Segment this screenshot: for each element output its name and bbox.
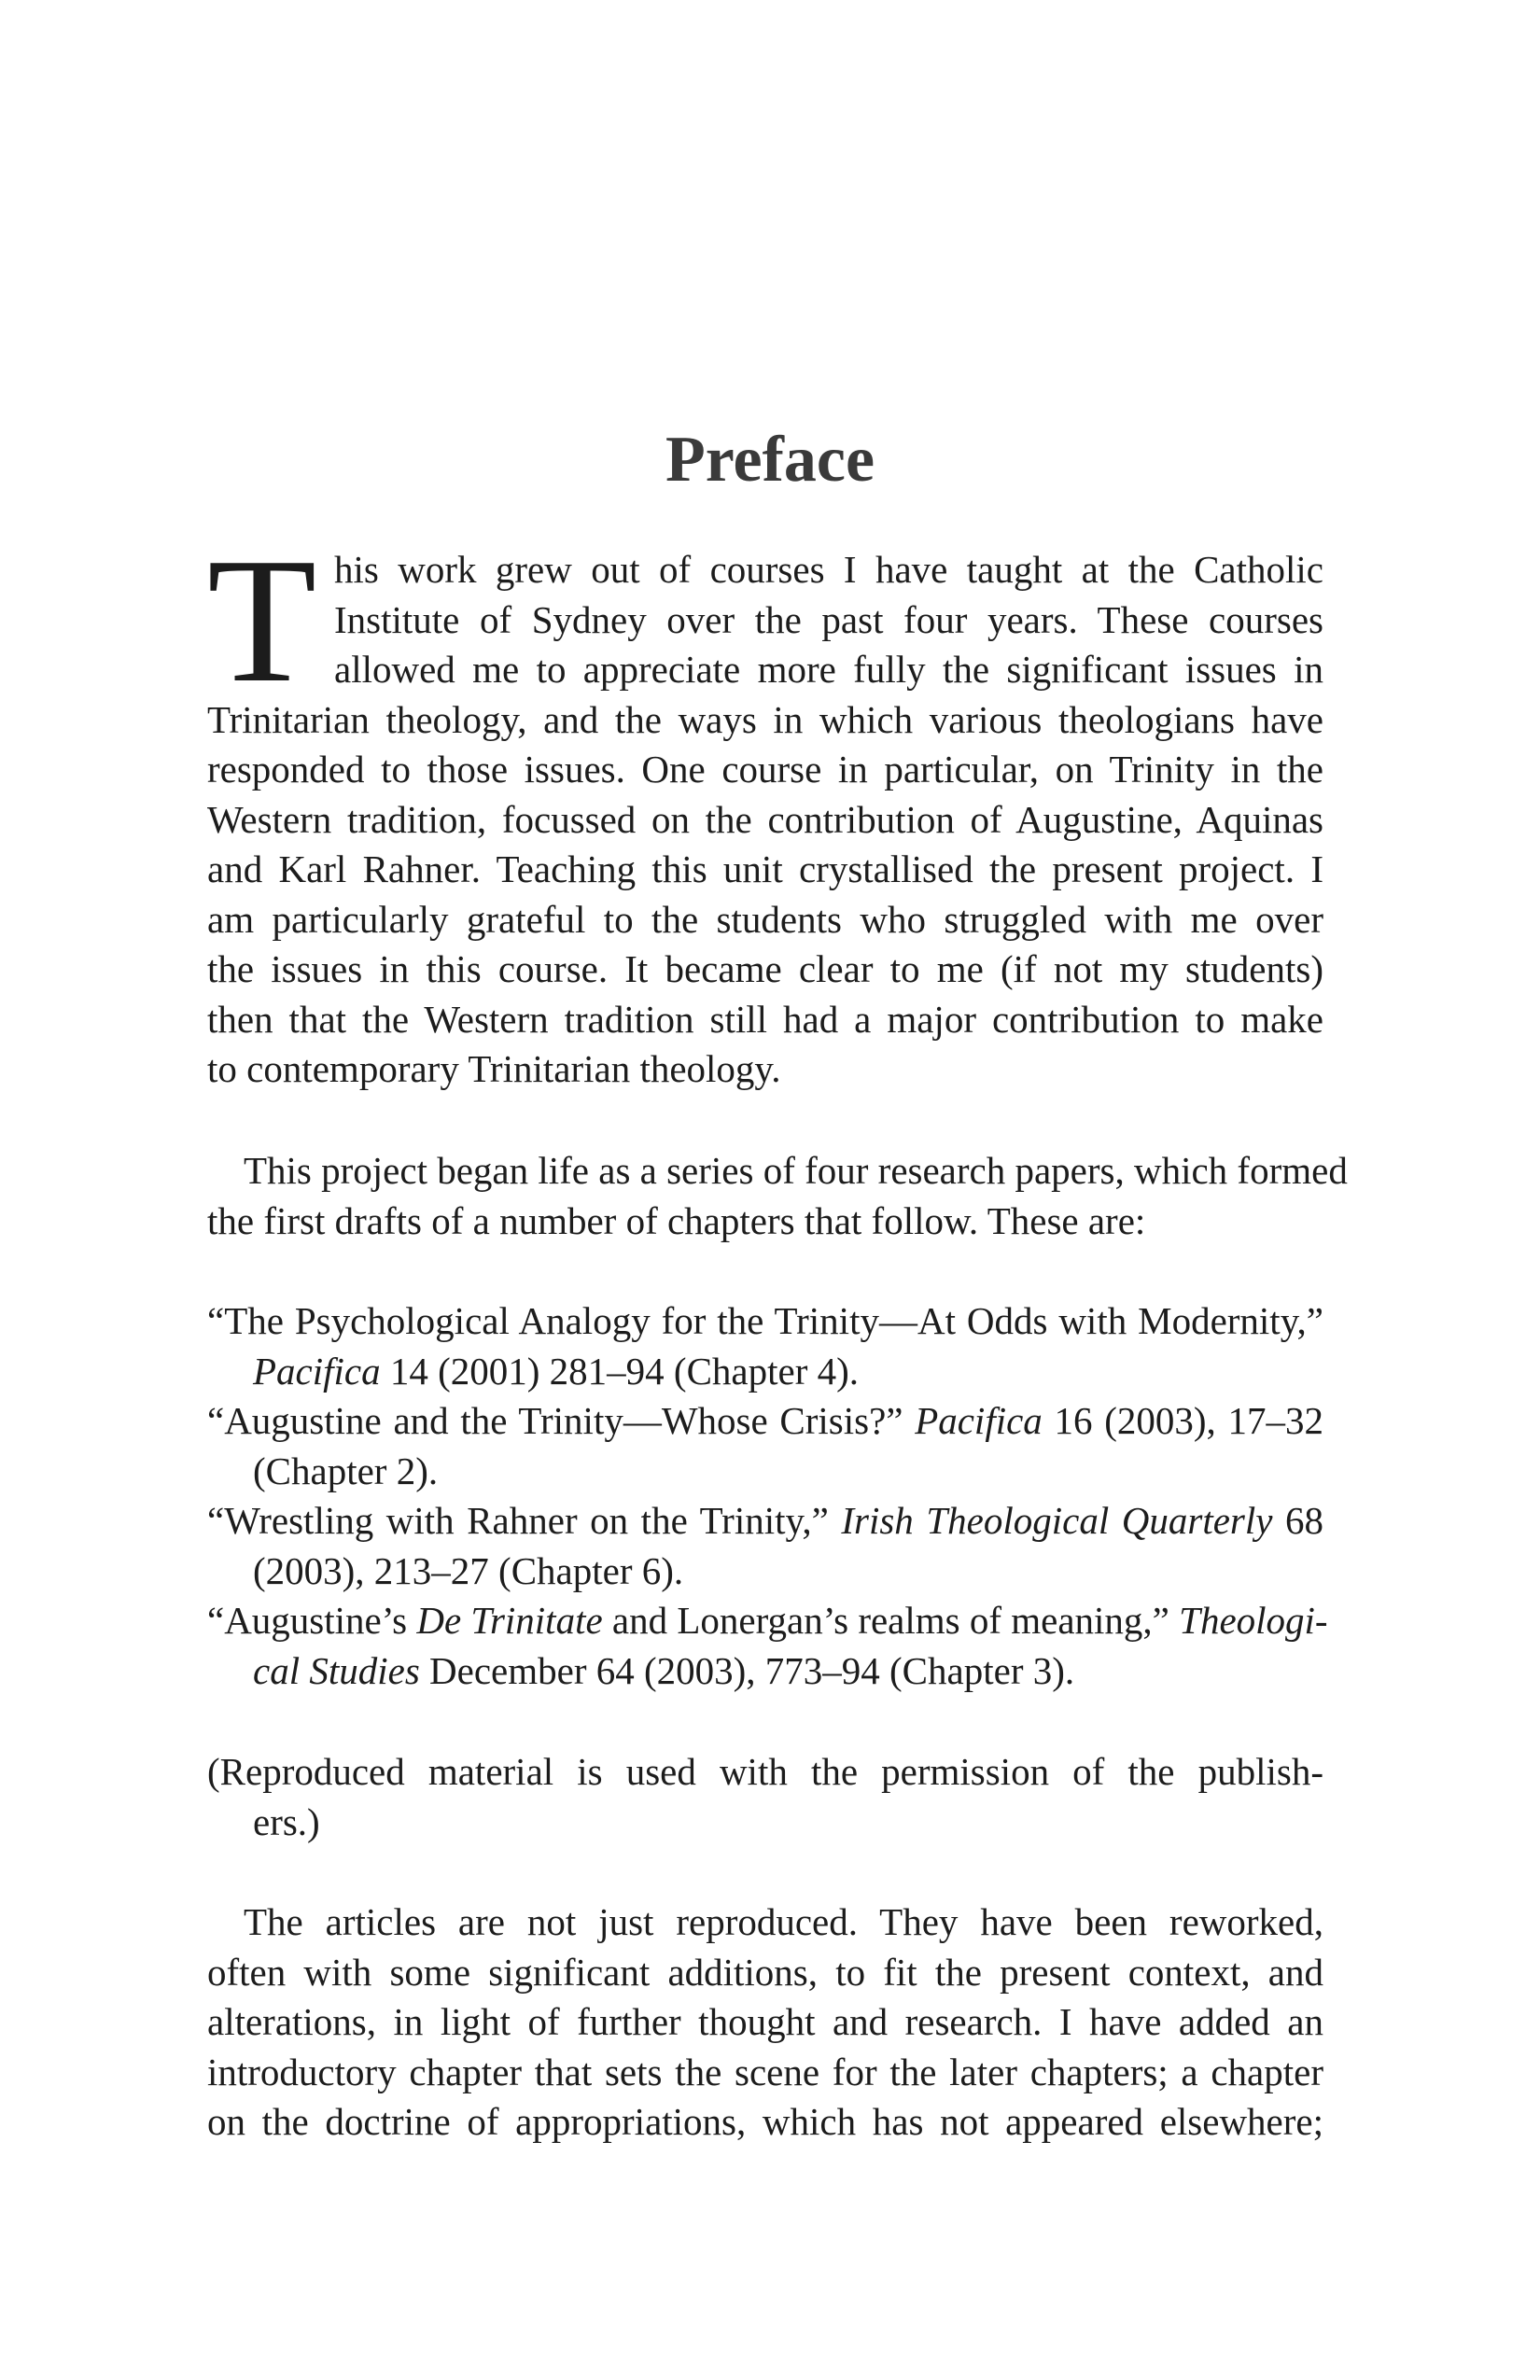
article-title: “Augustine and the Trinity—Whose Crisis?” [207, 1399, 916, 1442]
reference-line [207, 1496, 1323, 1547]
article-title: “Augustine’s [207, 1599, 417, 1642]
reference-line [207, 1596, 1328, 1646]
reference-item [207, 1296, 1323, 1396]
paragraph-project [207, 1146, 1348, 1246]
reference-detail: 14 (2001) 281–94 (Chapter 4). [380, 1349, 860, 1393]
text-line: (Reproduced material is used with the permission of the publish- [207, 1750, 1323, 1793]
reference-line [207, 1347, 1323, 1397]
reference-line [207, 1646, 1323, 1697]
reference-item [207, 1496, 1323, 1596]
journal-title: Pacifica [253, 1349, 381, 1393]
text-line: Institute of Sydney over the past four years. These courses [334, 597, 1323, 641]
reference-detail: December 64 (2003), 773–94 (Chapter 3). [419, 1648, 1075, 1692]
reference-line: (2003), 213–27 (Chapter 6). [253, 1548, 684, 1592]
text-line: often with some significant additions, to fit the present context, and [207, 1950, 1323, 1994]
text-line: then that the Western tradition still had a major contribution to make [207, 997, 1323, 1041]
text-line: responded to those issues. One course in particular, on Trinity in the [207, 748, 1323, 791]
text-line: Western tradition, focussed on the contribution of Augustine, Aquinas [207, 797, 1323, 841]
article-title: and Lonergan’s realms of meaning,” [602, 1599, 1180, 1642]
page-title: Preface [665, 424, 875, 496]
work-title: De Trinitate [416, 1599, 603, 1642]
text-line: alterations, in light of further thought and research. I have added an [207, 2000, 1323, 2043]
reference-detail: 16 (2003), 17–32 [1042, 1399, 1323, 1442]
drop-cap: T [207, 521, 317, 720]
reference-item [207, 1596, 1328, 1696]
text-line: the issues in this course. It became clear to me (if not my students) [207, 947, 1323, 990]
permission-note [207, 1747, 1323, 1847]
text-line: the first drafts of a number of chapters that follow. These are: [207, 1198, 1146, 1242]
reference-line: “The Psychological Analogy for the Trinity—At Odds with Modernity,” [207, 1299, 1323, 1342]
article-title: “Wrestling with Rahner on the Trinity,” [207, 1499, 842, 1542]
text-line: introductory chapter that sets the scene for the later chapters; a chapter [207, 2050, 1323, 2093]
journal-title: Irish Theological Quarterly [841, 1499, 1273, 1542]
text-line: This project began life as a series of four research papers, which formed [244, 1149, 1348, 1192]
reference-line: (Chapter 2). [253, 1449, 439, 1492]
reference-line [207, 1396, 1323, 1447]
text-line: and Karl Rahner. Teaching this unit crystallised the present project. I [207, 847, 1323, 890]
reference-item [207, 1396, 1323, 1496]
reference-detail: 68 [1272, 1499, 1323, 1542]
text-line: am particularly grateful to the students who struggled with me over [207, 897, 1323, 941]
text-line: his work grew out of courses I have taught at the Catholic [334, 548, 1323, 591]
text-line: ers.) [253, 1799, 320, 1843]
text-line: The articles are not just reproduced. They have been reworked, [244, 1900, 1323, 1943]
journal-title: Pacifica [915, 1399, 1043, 1442]
journal-title: Theologi- [1179, 1599, 1328, 1642]
text-line: to contemporary Trinitarian theology. [207, 1047, 781, 1090]
reference-list [207, 1296, 1328, 1696]
paragraph-intro [207, 521, 1323, 1095]
journal-title: cal Studies [253, 1648, 420, 1692]
paragraph-articles [207, 1897, 1323, 2148]
text-line: allowed me to appreciate more fully the significant issues in [334, 648, 1323, 691]
text-line: Trinitarian theology, and the ways in which various theologians have [207, 697, 1323, 741]
text-line: on the doctrine of appropriations, which has not appeared elsewhere; [207, 2100, 1323, 2143]
